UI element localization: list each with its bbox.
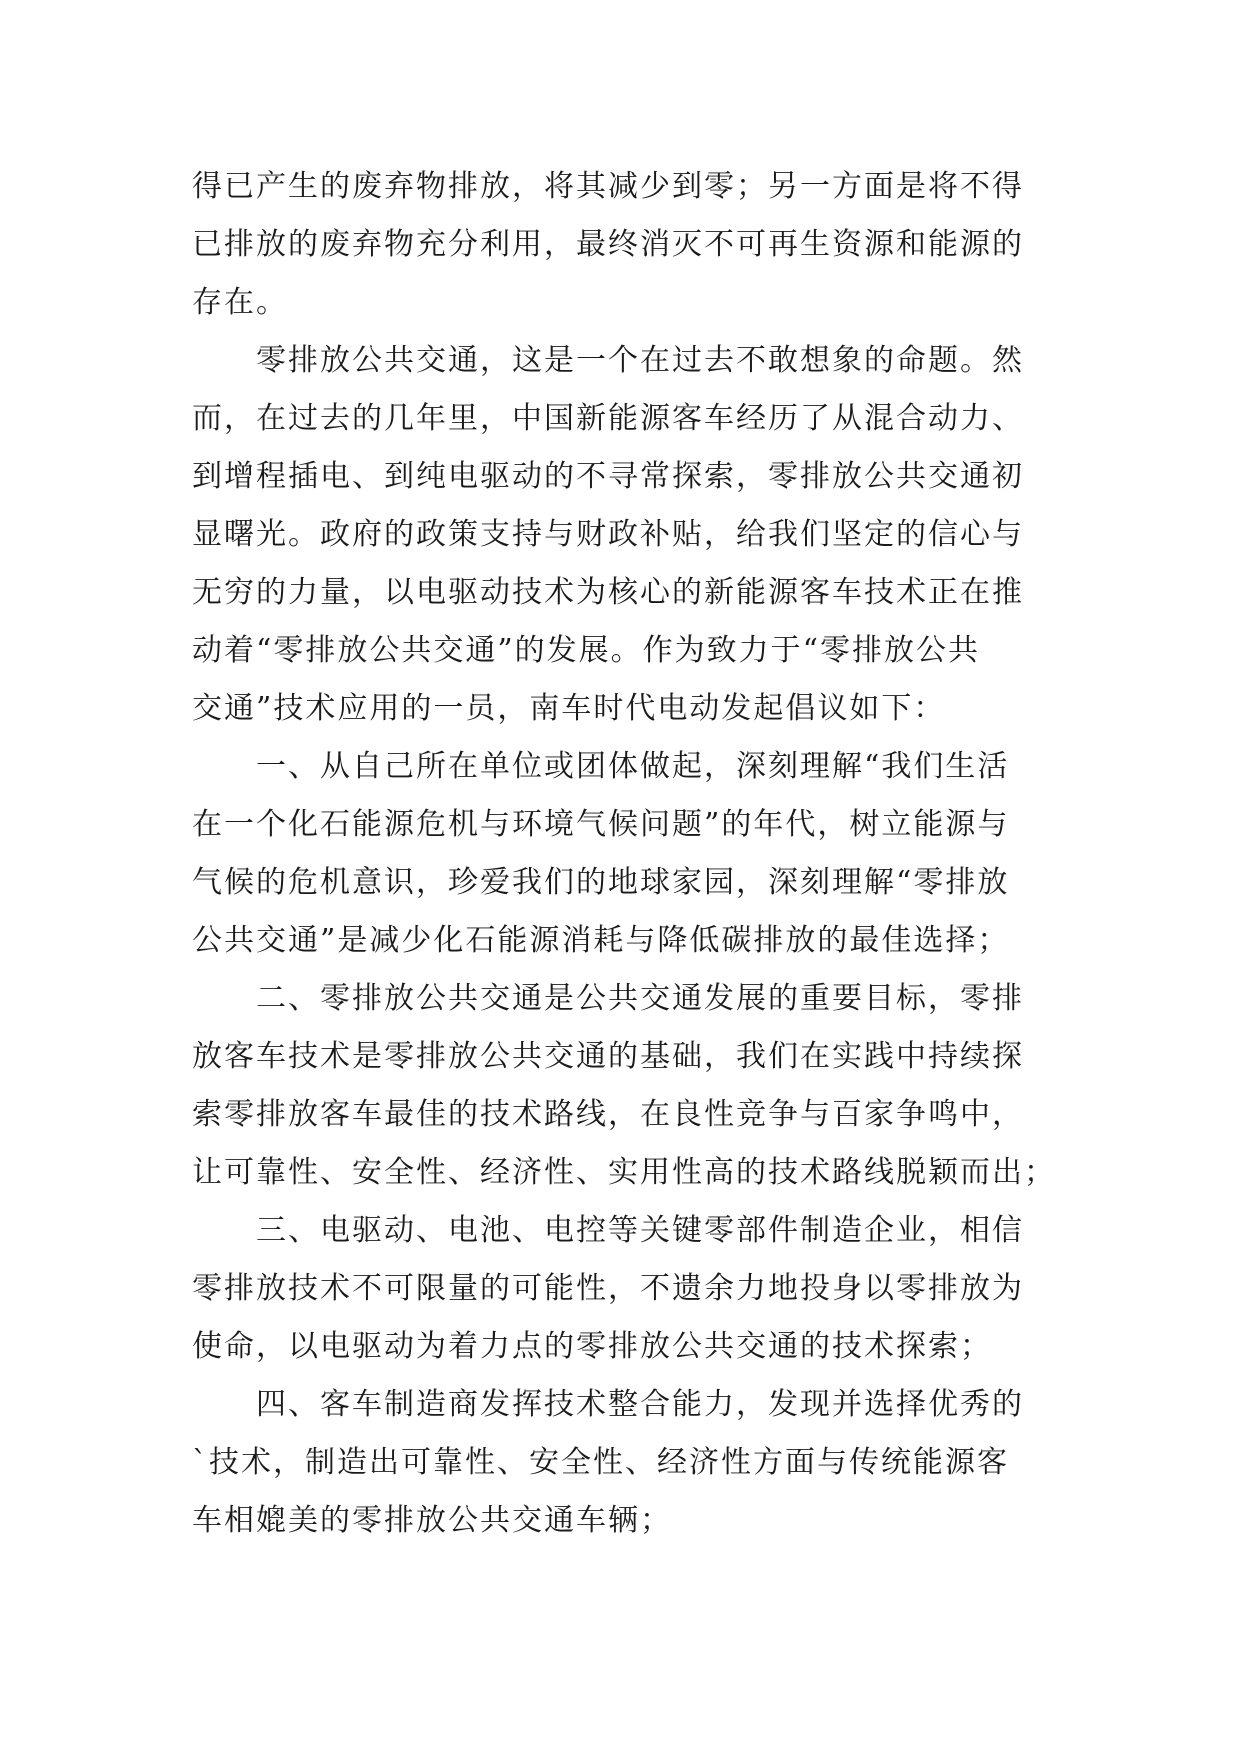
text-line: 放客车技术是零排放公共交通的基础，我们在实践中持续探 [192,1039,1024,1074]
paragraph-continuation [192,158,1052,332]
text-line: 二、零排放公共交通是公共交通发展的重要目标，零排 [256,981,1024,1016]
text-line: 四、客车制造商发挥技术整合能力，发现并选择优秀的 [256,1387,1024,1422]
paragraph-item-three [192,1202,1052,1376]
paragraph-item-one [192,738,1052,970]
text-line: 让可靠性、安全性、经济性、实用性高的技术路线脱颖而出； [192,1155,1056,1190]
text-line: 到增程插电、到纯电驱动的不寻常探索，零排放公共交通初 [192,459,1024,494]
text-line: 零排放公共交通，这是一个在过去不敢想象的命题。然 [256,343,1024,378]
text-line: 使命，以电驱动为着力点的零排放公共交通的技术探索； [192,1329,992,1364]
text-line: 动着“零排放公共交通”的发展。作为致力于“零排放公共 [192,633,981,668]
text-line: 无穷的力量，以电驱动技术为核心的新能源客车技术正在推 [192,575,1024,610]
text-line: 一、从自己所在单位或团体做起，深刻理解“我们生活 [256,749,1010,784]
text-line: 车相媲美的零排放公共交通车辆； [192,1503,672,1538]
text-line: 气候的危机意识，珍爱我们的地球家园，深刻理解“零排放 [192,865,1010,900]
text-line: 而，在过去的几年里，中国新能源客车经历了从混合动力、 [192,401,1024,436]
text-line: 零排放技术不可限量的可能性，不遗余力地投身以零排放为 [192,1271,1024,1306]
paragraph-item-two [192,970,1056,1202]
paragraph-item-four [192,1376,1052,1550]
document-body [192,158,1056,1550]
text-line: 在一个化石能源危机与环境气候问题”的年代，树立能源与 [192,807,1010,842]
text-line: 三、电驱动、电池、电控等关键零部件制造企业，相信 [256,1213,1024,1248]
text-line: 已排放的废弃物充分利用，最终消灭不可再生资源和能源的 [192,227,1024,262]
text-line: 得已产生的废弃物排放，将其减少到零；另一方面是将不得 [192,169,1024,204]
text-line: 索零排放客车最佳的技术路线，在良性竞争与百家争鸣中， [192,1097,1024,1132]
text-line: 交通”技术应用的一员，南车时代电动发起倡议如下： [192,691,946,726]
text-line: 公共交通”是减少化石能源消耗与降低碳排放的最佳选择； [192,923,1010,958]
text-line: 存在。 [192,285,288,320]
paragraph-zero-emission-intro [192,332,1052,738]
text-line: 显曙光。政府的政策支持与财政补贴，给我们坚定的信心与 [192,517,1024,552]
text-line: `技术，制造出可靠性、安全性、经济性方面与传统能源客 [192,1445,1009,1480]
